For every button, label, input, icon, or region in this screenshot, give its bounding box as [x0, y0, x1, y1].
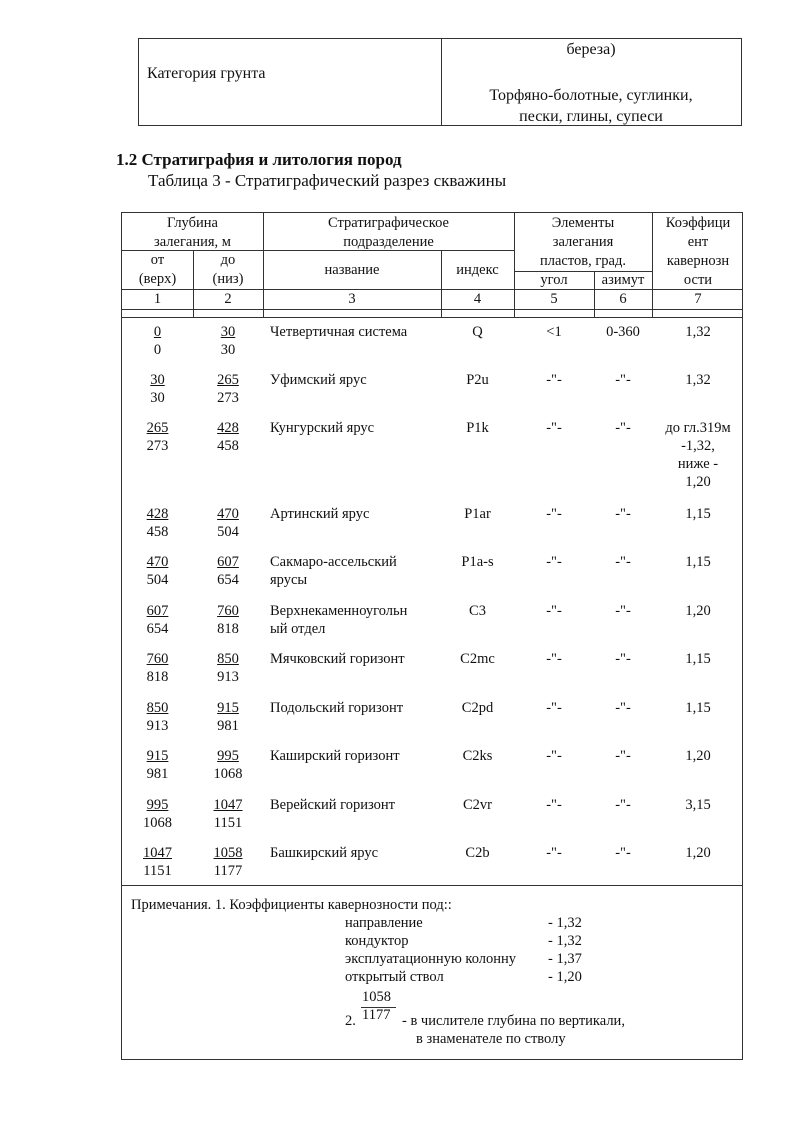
note-casing-label: открытый ствол [345, 969, 444, 985]
bedding-angle: -"- [546, 748, 562, 764]
depth-to-vertical: 760 [217, 603, 239, 619]
unit-index: C2pd [461, 700, 494, 716]
depth-from-vertical: 0 [153, 324, 162, 340]
note-casing-label: кондуктор [345, 933, 409, 949]
depth-to-vertical: 850 [217, 651, 239, 667]
header-text: от [150, 252, 165, 268]
unit-index: C3 [469, 603, 486, 619]
unit-index: C2ks [462, 748, 493, 764]
note-2-text-line2: в знаменателе по стволу [416, 1031, 566, 1047]
column-number: 7 [694, 291, 702, 307]
header-name: название [324, 262, 380, 278]
depth-to-borehole: 913 [217, 669, 239, 685]
depth-to-vertical: 995 [217, 748, 239, 764]
cavern-coefficient: 1,32 [685, 324, 711, 340]
depth-from-vertical: 850 [146, 700, 169, 716]
depth-from-borehole: 1068 [143, 815, 172, 831]
unit-index: C2b [465, 845, 490, 861]
unit-index: P1ar [464, 506, 491, 522]
bedding-angle: -"- [546, 845, 562, 861]
column-number: 6 [619, 291, 627, 307]
depth-from-borehole: 458 [146, 524, 169, 540]
grid-line [122, 885, 742, 886]
value-line: Торфяно-болотные, суглинки, [489, 87, 693, 104]
unit-name: Подольский горизонт [270, 700, 404, 716]
depth-from-borehole: 273 [146, 438, 169, 454]
unit-name: Верхнекаменноугольн [270, 603, 408, 619]
depth-from-vertical: 265 [146, 420, 169, 436]
depth-from-vertical: 428 [146, 506, 169, 522]
header-text: кавернозн [666, 253, 730, 269]
bedding-azimuth: -"- [615, 372, 631, 388]
header-text: залегания, м [154, 234, 231, 250]
soil-category-table [138, 38, 742, 126]
column-number: 5 [550, 291, 558, 307]
note-casing-value: - 1,32 [548, 933, 582, 949]
stratigraphy-table [121, 212, 743, 1060]
header-to [193, 251, 263, 289]
cavern-coefficient: 1,15 [685, 651, 711, 667]
unit-index: Q [472, 324, 483, 340]
header-text: Элементы [551, 215, 615, 231]
depth-from-vertical: 1047 [143, 845, 172, 861]
unit-index: P1k [466, 420, 489, 436]
header-text: Стратиграфическое [328, 215, 449, 231]
depth-from-borehole: 818 [146, 669, 169, 685]
bedding-azimuth: -"- [615, 700, 631, 716]
cavern-coefficient: 1,15 [685, 700, 711, 716]
depth-from-vertical: 995 [146, 797, 169, 813]
depth-from-vertical: 30 [150, 372, 165, 388]
grid-line [122, 309, 742, 310]
depth-to-borehole: 1177 [213, 863, 243, 879]
cavern-coefficient: 3,15 [685, 797, 711, 813]
cavern-coefficient: 1,20 [685, 603, 711, 619]
note-casing-value: - 1,32 [548, 915, 582, 931]
header-depth [122, 214, 263, 252]
depth-to-borehole: 273 [217, 390, 239, 406]
header-text: Коэффици [665, 215, 731, 231]
depth-from-borehole: 30 [150, 390, 165, 406]
header-text: (низ) [212, 271, 244, 287]
column-number: 4 [473, 291, 482, 307]
soil-category-value [441, 85, 741, 127]
depth-to-borehole: 458 [217, 438, 239, 454]
depth-to-borehole: 1068 [213, 766, 243, 782]
cavern-coefficient: 1,32 [685, 372, 711, 388]
note-casing-value: - 1,20 [548, 969, 582, 985]
unit-name: ярусы [270, 572, 308, 588]
header-text: (верх) [138, 271, 177, 287]
bedding-azimuth: -"- [615, 603, 631, 619]
header-elements [514, 214, 652, 271]
grid-line [122, 317, 742, 318]
header-coef [652, 214, 744, 290]
header-strat [263, 214, 514, 252]
unit-index: C2vr [463, 797, 492, 813]
column-number: 2 [224, 291, 232, 307]
depth-to-borehole: 1151 [213, 815, 243, 831]
section-heading: 1.2 Стратиграфия и литология пород [116, 150, 402, 169]
bedding-azimuth: -"- [615, 797, 631, 813]
bedding-angle: <1 [546, 324, 562, 340]
cavern-coefficient: 1,20 [685, 845, 711, 861]
header-azimuth: азимут [601, 272, 645, 288]
fraction-denominator: 1177 [362, 1007, 391, 1023]
unit-index: C2mc [460, 651, 495, 667]
bedding-angle: -"- [546, 420, 562, 436]
bedding-angle: -"- [546, 372, 562, 388]
header-text: до [220, 252, 236, 268]
header-text: залегания [552, 234, 614, 250]
depth-from-borehole: 981 [146, 766, 169, 782]
fraction-numerator: 1058 [362, 989, 391, 1005]
cavern-coefficient: -1,32, [681, 438, 715, 454]
bedding-angle: -"- [546, 651, 562, 667]
header-text: пластов, град. [540, 253, 626, 269]
unit-name: Кунгурский ярус [270, 420, 375, 436]
column-number: 1 [153, 291, 162, 307]
header-angle: угол [540, 272, 568, 288]
header-text: ент [687, 234, 709, 250]
note-2-text: - в числителе глубина по вертикали, [402, 1013, 625, 1029]
bedding-azimuth: -"- [615, 554, 631, 570]
depth-to-vertical: 265 [217, 372, 239, 388]
depth-to-vertical: 915 [217, 700, 239, 716]
unit-index: P2u [466, 372, 489, 388]
bedding-angle: -"- [546, 554, 562, 570]
unit-name: Уфимский ярус [270, 372, 367, 388]
bedding-angle: -"- [546, 797, 562, 813]
bedding-azimuth: -"- [615, 748, 631, 764]
bedding-angle: -"- [546, 603, 562, 619]
unit-name: Артинский ярус [270, 506, 370, 522]
soil-category-label: Категория грунта [147, 65, 266, 82]
bedding-azimuth: -"- [615, 420, 631, 436]
unit-name: Сакмаро-ассельский [270, 554, 397, 570]
bedding-azimuth: -"- [615, 506, 631, 522]
depth-to-vertical: 428 [217, 420, 239, 436]
header-index: индекс [456, 262, 499, 278]
depth-from-borehole: 504 [146, 572, 169, 588]
depth-to-vertical: 30 [220, 324, 236, 340]
unit-name: Башкирский ярус [270, 845, 379, 861]
depth-from-borehole: 913 [146, 718, 169, 734]
note-casing-value: - 1,37 [548, 951, 582, 967]
depth-from-borehole: 1151 [143, 863, 172, 879]
value-line: пески, глины, супеси [519, 108, 663, 125]
unit-index: P1a-s [461, 554, 494, 570]
note-2-number: 2. [345, 1013, 356, 1029]
depth-to-borehole: 654 [217, 572, 239, 588]
depth-to-borehole: 30 [220, 342, 236, 358]
header-from [122, 251, 193, 289]
unit-name: Мячковский горизонт [270, 651, 405, 667]
cavern-coefficient: 1,15 [685, 506, 711, 522]
unit-name: ый отдел [270, 621, 326, 637]
cavern-coefficient: 1,15 [685, 554, 711, 570]
bedding-azimuth: 0-360 [606, 324, 640, 340]
note-casing-label: направление [345, 915, 423, 931]
depth-from-vertical: 470 [146, 554, 169, 570]
bedding-azimuth: -"- [615, 845, 631, 861]
cavern-coefficient: ниже - [677, 456, 719, 472]
header-text: ости [683, 272, 713, 288]
depth-to-borehole: 504 [217, 524, 239, 540]
unit-name: Верейский горизонт [270, 797, 396, 813]
depth-to-vertical: 607 [217, 554, 239, 570]
cavern-coefficient: 1,20 [685, 474, 711, 490]
bedding-azimuth: -"- [615, 651, 631, 667]
unit-name: Четвертичная система [270, 324, 408, 340]
depth-from-vertical: 607 [146, 603, 169, 619]
cavern-coefficient: 1,20 [685, 748, 711, 764]
depth-to-vertical: 470 [217, 506, 239, 522]
bedding-angle: -"- [546, 506, 562, 522]
header-text: Глубина [167, 215, 218, 231]
note-casing-label: эксплуатационную колонну [345, 951, 517, 967]
depth-from-borehole: 654 [146, 621, 169, 637]
table-caption: Таблица 3 - Стратиграфический разрез скважины [148, 171, 507, 190]
depth-from-vertical: 760 [146, 651, 169, 667]
header-text: подразделение [343, 234, 434, 250]
depth-from-borehole: 0 [153, 342, 162, 358]
unit-name: Каширский горизонт [270, 748, 400, 764]
cavern-coefficient: до гл.319м [665, 420, 731, 436]
depth-from-vertical: 915 [146, 748, 169, 764]
soil-continued-text: береза) [566, 41, 616, 58]
notes-title: Примечания. 1. Коэффициенты кавернозности под:: [131, 897, 452, 913]
column-number: 3 [348, 291, 356, 307]
depth-to-borehole: 818 [217, 621, 239, 637]
bedding-angle: -"- [546, 700, 562, 716]
depth-to-borehole: 981 [217, 718, 239, 734]
depth-to-vertical: 1047 [213, 797, 243, 813]
depth-to-vertical: 1058 [213, 845, 243, 861]
